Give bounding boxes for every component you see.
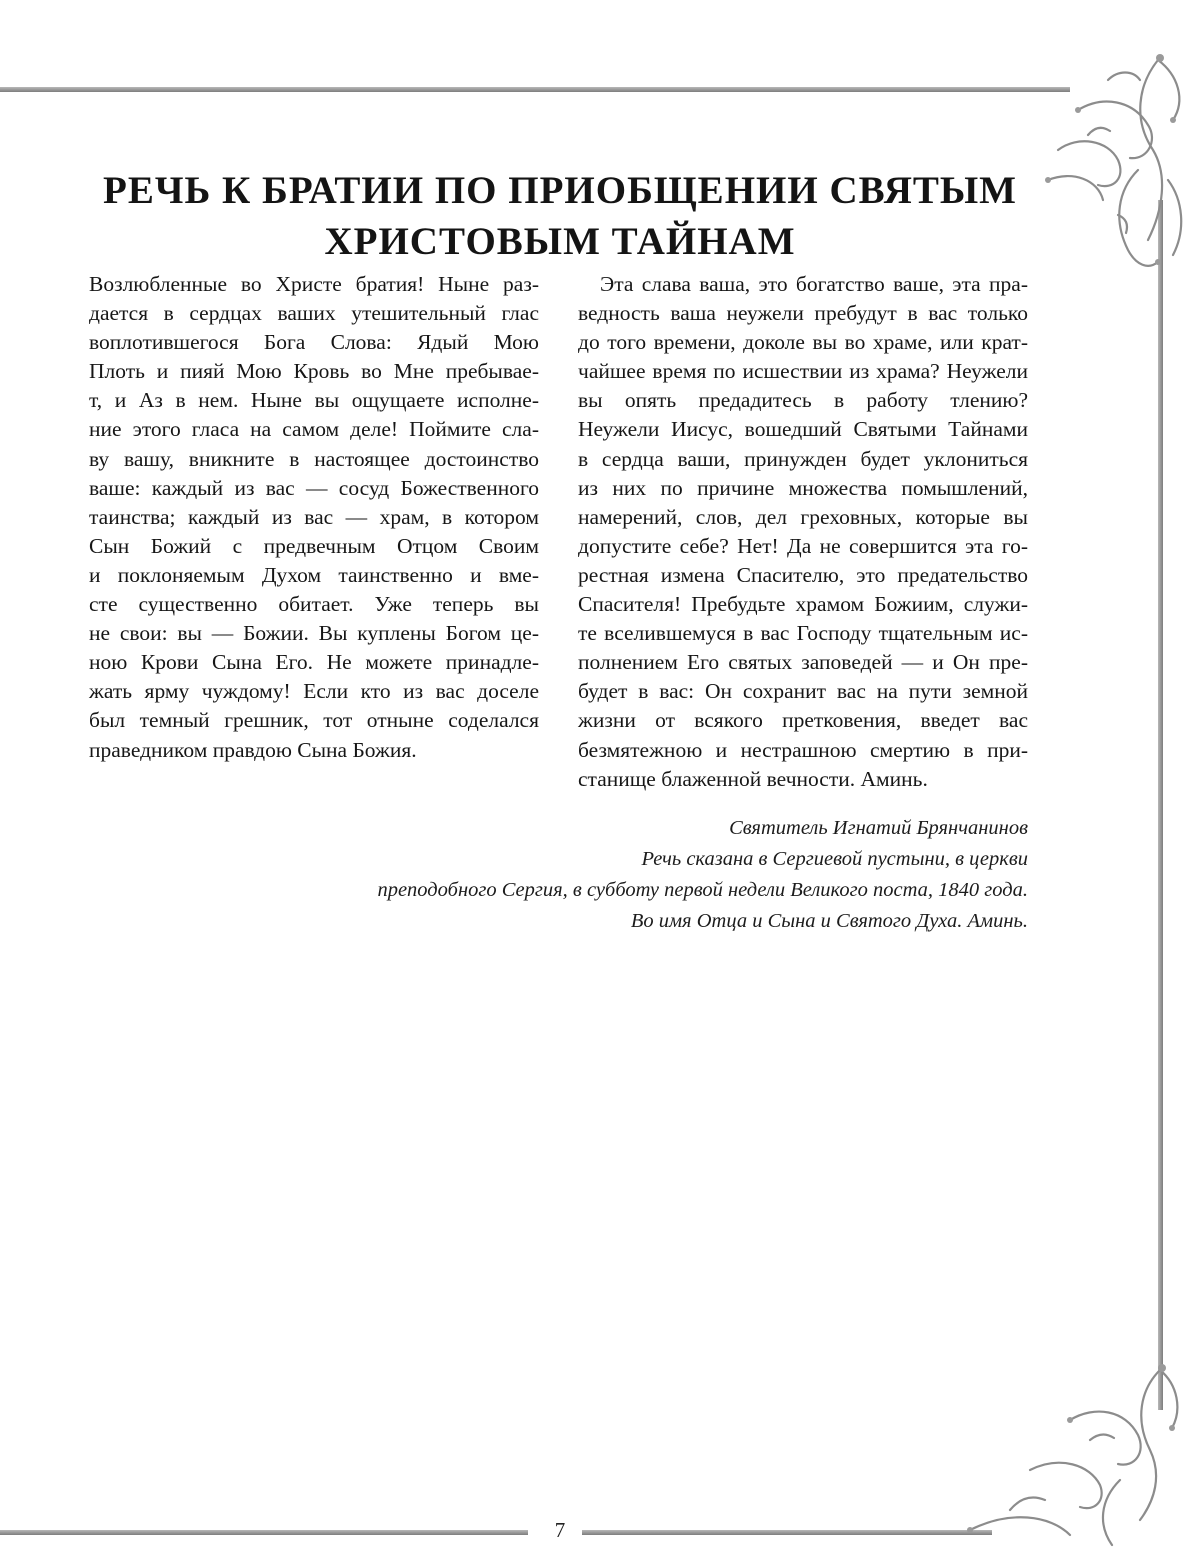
text-line: сте существенно обитает. Уже теперь вы — [89, 592, 539, 617]
signature-place-line-1: Речь сказана в Сергиевой пустыни, в церкви — [641, 848, 1028, 870]
text-line: из них по причине множества помышлений, — [578, 475, 1028, 500]
text-line: до того времени, доколе вы во храме, или крат- — [578, 330, 1028, 355]
text-line: был темный грешник, тот отныне соделался — [89, 708, 539, 733]
text-line: воплотившегося Бога Слова: Ядый Мою — [89, 330, 539, 355]
text-line: дается в сердцах ваших утешительный глас — [89, 301, 539, 326]
left-column-text — [89, 270, 539, 765]
text-line: станище блаженной вечности. Аминь. — [578, 766, 928, 791]
text-line: ведность ваша неужели пребудут в вас только — [578, 301, 1028, 326]
signature-author: Святитель Игнатий Брянчанинов — [729, 817, 1028, 839]
text-line: Спасителя! Пребудьте храмом Божиим, служи- — [578, 592, 1028, 617]
text-line: намерений, слов, дел греховных, которые вы — [578, 504, 1028, 529]
text-line: таинства; каждый из вас — храм, в котором — [89, 504, 539, 529]
signature-closing: Во имя Отца и Сына и Святого Духа. Аминь. — [630, 910, 1028, 932]
text-line: безмятежною и нестрашною смертию в при- — [578, 737, 1028, 762]
text-line: Возлюбленные во Христе братия! Ныне раз- — [89, 272, 539, 296]
text-line: те вселившемуся в вас Господу тщательным ис- — [578, 621, 1028, 646]
text-line: будет в вас: Он сохранит вас на пути земной — [578, 679, 1028, 704]
text-line: в сердца ваши, принужден будет уклониться — [578, 446, 1028, 471]
text-line: Плоть и пияй Мою Кровь во Мне пребывае- — [89, 359, 539, 384]
page-title — [90, 165, 1030, 267]
text-line: Эта слава ваша, это богатство ваше, эта пра- — [600, 272, 1028, 296]
text-line: чайшее время по исшествии из храма? Неужели — [578, 359, 1028, 384]
text-line: праведником правдою Сына Божия. — [89, 737, 417, 762]
page-number: 7 — [554, 1518, 566, 1542]
title-line-1: РЕЧЬ К БРАТИИ ПО ПРИОБЩЕНИИ СВЯТЫМ — [103, 169, 1017, 212]
text-line: ву вашу, вникните в настоящее достоинство — [89, 446, 539, 471]
text-line: Сын Божий с предвечным Отцом Своим — [89, 533, 539, 558]
text-line: Неужели Иисус, вошедший Святыми Тайнами — [578, 417, 1028, 442]
text-line: и поклоняемым Духом таинственно и вме- — [89, 562, 539, 587]
signature-place-line-2: преподобного Сергия, в субботу первой недели Великого поста, 1840 года. — [377, 879, 1028, 901]
text-line: вы опять предадитесь в работу тлению? — [578, 388, 1028, 413]
text-line: ние этого гласа на самом деле! Поймите сла- — [89, 417, 539, 442]
text-line: т, и Аз в нем. Ныне вы ощущаете исполне- — [89, 388, 539, 413]
text-line: рестная измена Спасителю, это предательство — [578, 562, 1028, 587]
text-line: допустите себе? Нет! Да не совершится эта го- — [578, 533, 1028, 558]
frame-right-border — [1158, 200, 1163, 1410]
right-column-text — [578, 270, 1028, 794]
corner-ornament-top-icon — [1018, 40, 1193, 290]
text-line: жать ярму чуждому! Если кто из вас доселе — [89, 679, 539, 704]
text-line: жизни от всякого претковения, введет вас — [578, 708, 1028, 733]
text-line: не свои: вы — Божии. Вы куплены Богом це- — [89, 621, 539, 646]
frame-top-border — [0, 87, 1070, 92]
text-line: ваше: каждый из вас — сосуд Божественного — [89, 475, 539, 500]
title-line-2: ХРИСТОВЫМ ТАЙНАМ — [324, 220, 796, 263]
signature-block — [228, 813, 1028, 937]
text-line: полнением Его святых заповедей — и Он пре- — [578, 650, 1028, 675]
text-line: ною Крови Сына Его. Не можете принадле- — [89, 650, 539, 675]
